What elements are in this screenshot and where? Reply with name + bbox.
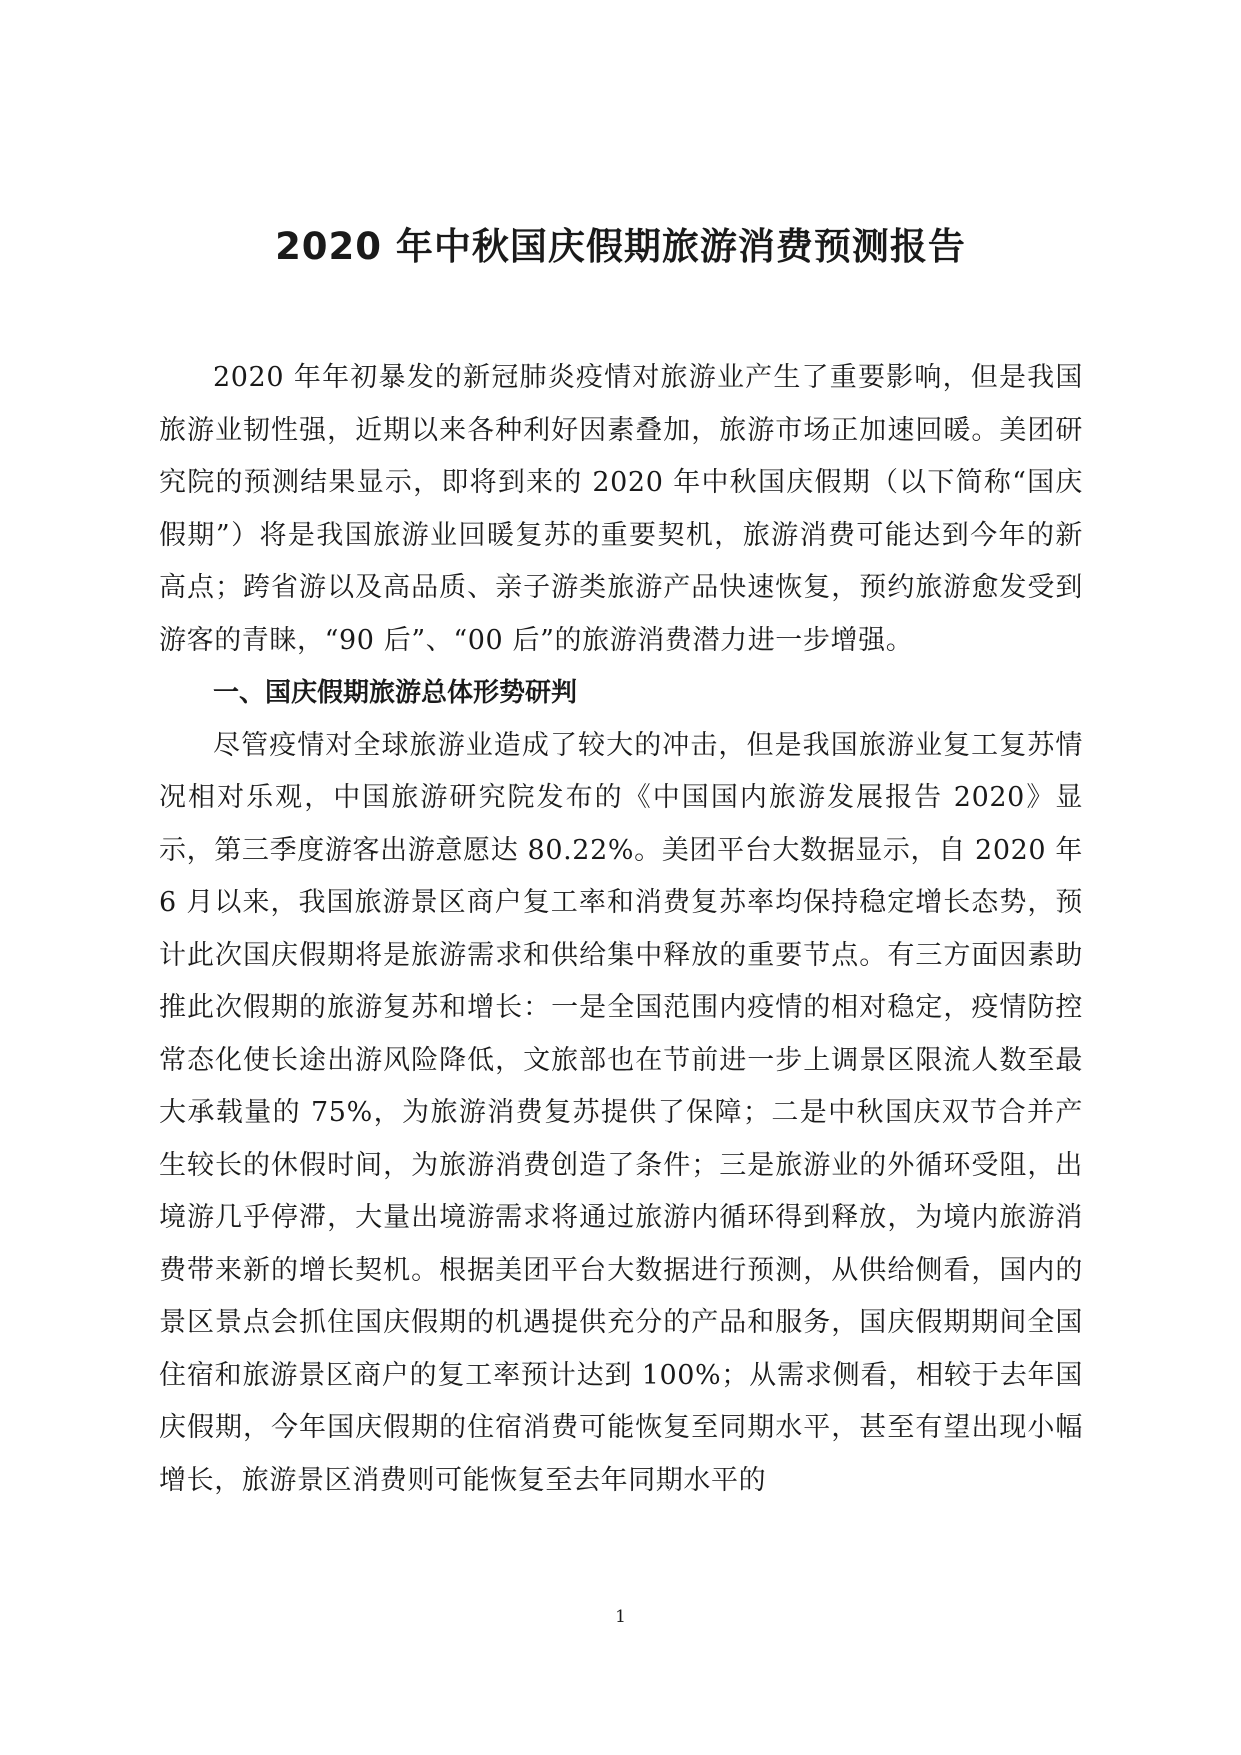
section-heading: 一、国庆假期旅游总体形势研判 <box>213 678 578 708</box>
document-body <box>159 352 1083 1507</box>
section-paragraph: 尽管疫情对全球旅游业造成了较大的冲击，但是我国旅游业复工复苏情况相对乐观，中国旅游研究院发布的《中国国内旅游发展报告 2020》显示，第三季度游客出游意愿达 80.22%。美团平台大数据显示，自 2020 年 6 月以来，我国旅游景区商户复工率和消费复苏率均保持稳定增长态势，预计此次国庆假期将是旅游需求和供给集中释放的重要节点。有三方面因素助推此次假期的旅游复苏和增长：一是全国范围内疫情的相对稳定，疫情防控常态化使长途出游风险降低，文旅部也在节前进一步上调景区限流人数至最大承载量的 75%，为旅游消费复苏提供了保障；二是中秋国庆双节合并产生较长的休假时间，为旅游消费创造了条件；三是旅游业的外循环受阻，出境游几乎停滞，大量出境游需求将通过旅游内循环得到释放，为境内旅游消费带来新的增长契机。根据美团平台大数据进行预测，从供给侧看，国内的景区景点会抓住国庆假期的机遇提供充分的产品和服务，国庆假期期间全国住宿和旅游景区商户的复工率预计达到 100%；从需求侧看，相较于去年国庆假期，今年国庆假期的住宿消费可能恢复至同期水平，甚至有望出现小幅增长，旅游景区消费则可能恢复至去年同期水平的 <box>159 729 1083 1496</box>
intro-paragraph: 2020 年年初暴发的新冠肺炎疫情对旅游业产生了重要影响，但是我国旅游业韧性强，近期以来各种利好因素叠加，旅游市场正加速回暖。美团研究院的预测结果显示，即将到来的 2020 年中秋国庆假期（以下简称“国庆假期”）将是我国旅游业回暖复苏的重要契机，旅游消费可能达到今年的新高点；跨省游以及高品质、亲子游类旅游产品快速恢复，预约旅游愈发受到游客的青睐，“90 后”、“00 后”的旅游消费潜力进一步增强。 <box>159 362 1083 656</box>
document-title: 2020 年中秋国庆假期旅游消费预测报告 <box>275 225 966 268</box>
page-number: 1 <box>615 1607 626 1627</box>
